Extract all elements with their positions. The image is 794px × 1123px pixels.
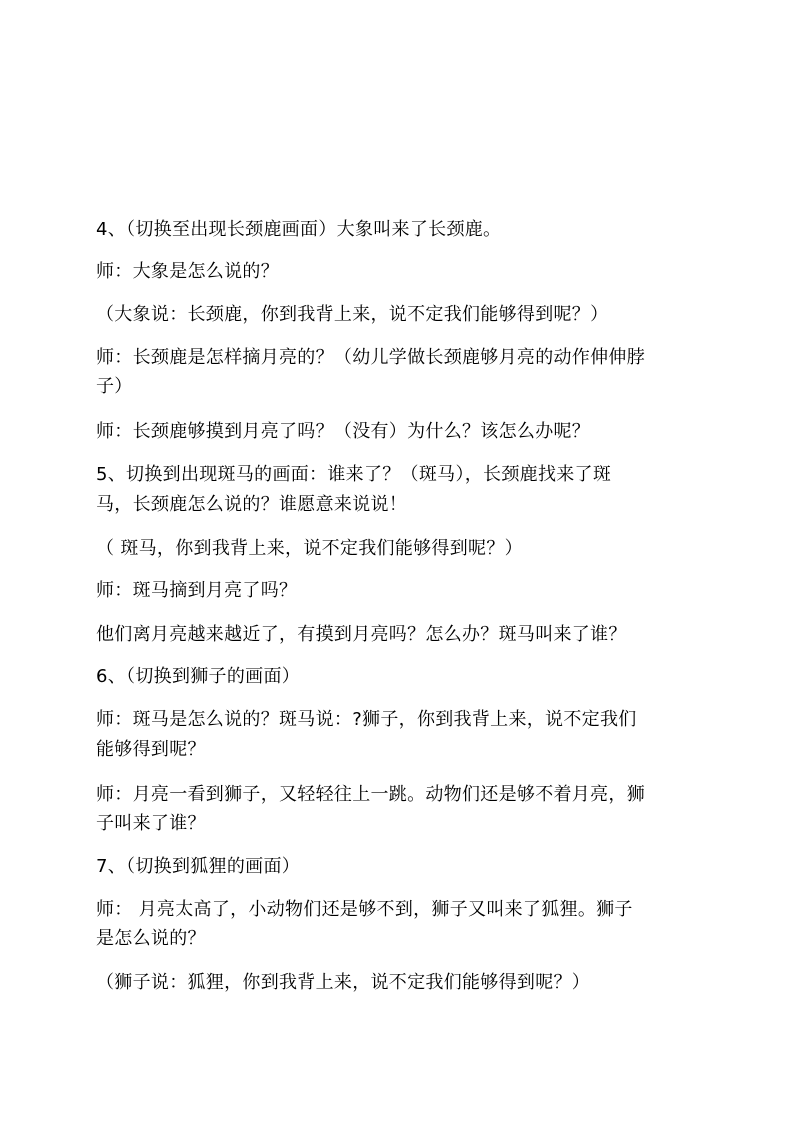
- zebra-quote: （ 斑马，你到我背上来，说不定我们能够得到呢？）: [96, 538, 523, 559]
- teacher-line: 师：斑马摘到月亮了吗？: [96, 580, 298, 601]
- teacher-line: 师： 月亮太高了，小动物们还是够不到，狮子又叫来了狐狸。狮子: [96, 899, 633, 920]
- step-5-heading: 5、切换到出现斑马的画面：谁来了？（斑马），长颈鹿找来了斑: [96, 464, 612, 485]
- teacher-line: 师：长颈鹿够摸到月亮了吗？（没有）为什么？该怎么办呢？: [96, 421, 591, 442]
- step-5-heading-continued: 马，长颈鹿怎么说的？谁愿意来说说！: [96, 494, 408, 515]
- teacher-line-continued: 能够得到呢？: [96, 739, 206, 760]
- teacher-line-continued: 子叫来了谁？: [96, 813, 206, 834]
- lion-quote: （狮子说：狐狸，你到我背上来，说不定我们能够得到呢？）: [96, 972, 591, 993]
- teacher-line-continued: 是怎么说的？: [96, 928, 206, 949]
- step-6-heading: 6、（切换到狮子的画面）: [96, 666, 301, 687]
- elephant-quote: （大象说：长颈鹿，你到我背上来，说不定我们能够得到呢？）: [96, 304, 609, 325]
- teacher-line: 师：长颈鹿是怎样摘月亮的？（幼儿学做长颈鹿够月亮的动作伸伸脖: [96, 347, 645, 368]
- narration-line: 他们离月亮越来越近了，有摸到月亮吗？怎么办？斑马叫来了谁？: [96, 624, 627, 645]
- teacher-line-continued: 子）: [96, 376, 133, 397]
- teacher-line: 师：大象是怎么说的？: [96, 261, 279, 282]
- teacher-line: 师：斑马是怎么说的？斑马说：?狮子，你到我背上来，说不定我们: [96, 709, 637, 730]
- teacher-line: 师：月亮一看到狮子，又轻轻往上一跳。动物们还是够不着月亮，狮: [96, 784, 645, 805]
- step-7-heading: 7、（切换到狐狸的画面）: [96, 856, 301, 877]
- step-4-heading: 4、（切换至出现长颈鹿画面）大象叫来了长颈鹿。: [96, 219, 502, 240]
